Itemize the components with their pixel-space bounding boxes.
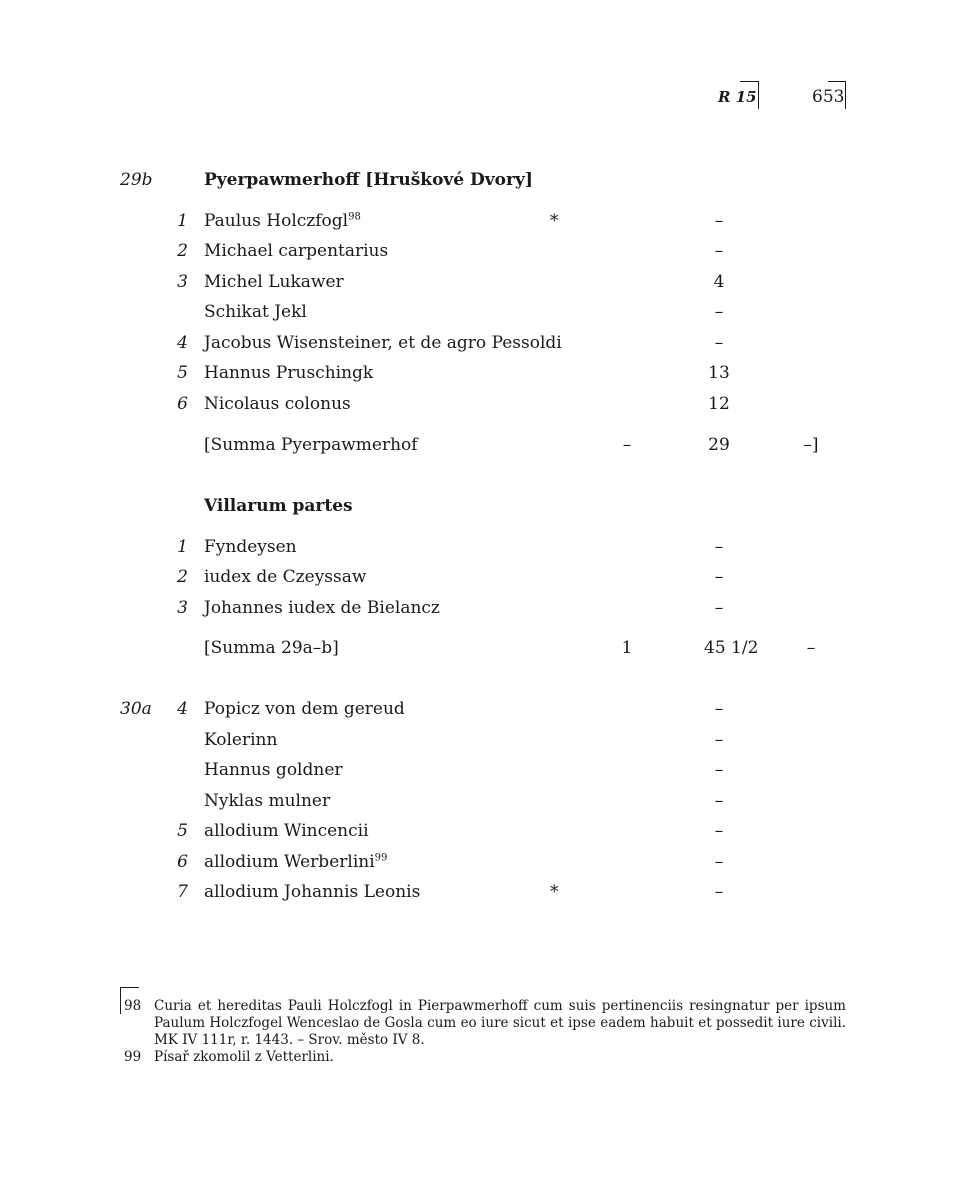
footnote-text: Písař zkomolil z Vetterlini.	[154, 1049, 334, 1065]
footnote-text: Curia et hereditas Pauli Holczfogl in Pierpawmerhoff cum suis pertinenciis resingnatur per ipsum Paulum Holczfogel Wenceslao de Gosla cum eo iure sicut et ipse eadem habuit et possedit iure civili. MK IV 111r, r. 1443. – Srov. město IV 8.	[154, 998, 846, 1048]
table-row: 1 Fyndeysen –	[177, 537, 724, 557]
footnote-number: 99	[124, 1049, 142, 1065]
table-row: Kolerinn –	[204, 730, 724, 750]
asterisk-mark: *	[550, 882, 559, 902]
table-row: 6 allodium Werberlini$^{99}$ –	[177, 852, 724, 872]
table-row: 5 Hannus Pruschingk 13	[177, 363, 730, 383]
section-title: Villarum partes	[204, 496, 353, 516]
asterisk-mark: *	[550, 211, 559, 231]
page-number: 653	[812, 87, 845, 107]
table-row: 1 Paulus Holczfogl$^{98}$ * –	[177, 211, 724, 231]
folio-label: 29b	[120, 170, 153, 190]
summa-row: [Summa 29a–b] 1 45 1/2 –	[204, 638, 816, 658]
crop-mark-page	[828, 81, 846, 109]
section-heading-29b	[0, 168, 960, 192]
table-row: Hannus goldner –	[204, 760, 724, 780]
folio-label: 30a	[120, 699, 152, 719]
footnote-number: 98	[124, 998, 142, 1014]
table-row: 4 Jacobus Wisensteiner, et de agro Pessoldi –	[177, 333, 724, 353]
table-row: 2 Michael carpentarius –	[177, 241, 724, 261]
section-code: R 15	[718, 88, 757, 106]
table-row: 3 Johannes iudex de Bielancz –	[177, 598, 724, 618]
table-row: 6 Nicolaus colonus 12	[177, 394, 730, 414]
section-heading-villarum	[0, 494, 960, 518]
table-row: 2 iudex de Czeyssaw –	[177, 567, 724, 587]
table-row: Nyklas mulner –	[204, 791, 724, 811]
crop-mark-code	[740, 81, 759, 109]
table-row: 3 Michel Lukawer 4	[177, 272, 725, 292]
table-row: 5 allodium Wincencii –	[177, 821, 724, 841]
section-title: Pyerpawmerhoff [Hruškové Dvory]	[204, 170, 533, 190]
table-row: 7 allodium Johannis Leonis * –	[177, 882, 724, 902]
summa-row: [Summa Pyerpawmerhof – 29 –]	[204, 435, 819, 455]
table-row: 30a 4 Popicz von dem gereud –	[120, 699, 724, 719]
table-row: Schikat Jekl –	[204, 302, 724, 322]
